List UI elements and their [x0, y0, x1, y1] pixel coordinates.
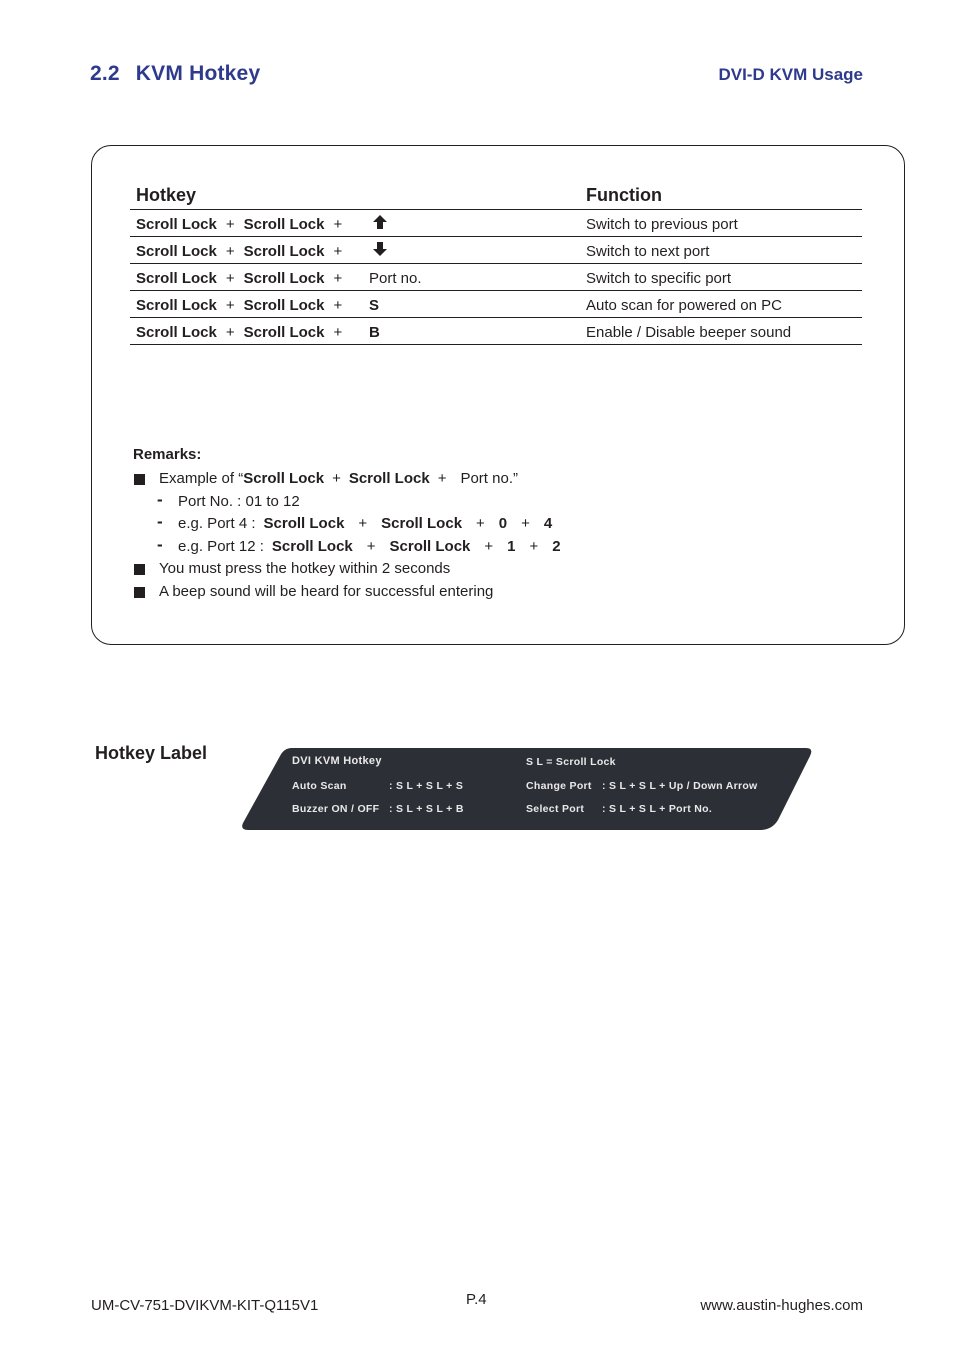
square-bullet-icon: [134, 474, 145, 485]
hotkey-function: Switch to previous port: [586, 216, 738, 233]
remark-port-range: [133, 489, 300, 515]
hotkey-plus: +: [225, 270, 235, 287]
eg12-plus3: +: [529, 537, 539, 555]
example-plus2: +: [437, 470, 447, 487]
dash-icon: -: [157, 534, 163, 554]
label-buzzer-name: Buzzer ON / OFF: [292, 803, 380, 815]
note1-text: You must press the hotkey within 2 seconds: [159, 560, 451, 577]
column-header-hotkey: Hotkey: [136, 185, 197, 205]
table-row: [130, 210, 862, 237]
port-range-text: Port No. : 01 to 12: [178, 492, 300, 510]
hotkey-plus: +: [333, 297, 343, 314]
hotkey-plus: +: [333, 216, 343, 233]
hotkey-label-title: Hotkey Label: [95, 743, 208, 763]
hotkey-combo: [136, 243, 351, 260]
eg12-plus2: +: [484, 537, 494, 555]
arrow-down-icon: [372, 241, 388, 259]
eg4-key1: Scroll Lock: [263, 515, 345, 532]
hotkey-label-sticker: [240, 746, 814, 832]
hotkey-key2: Scroll Lock: [243, 270, 325, 287]
remark-eg-port4: [133, 512, 553, 537]
footer-doc-id: UM-CV-751-DVIKVM-KIT-Q115V1: [91, 1297, 319, 1314]
remark-note2: [133, 582, 494, 605]
square-bullet-icon: [134, 564, 145, 575]
hotkey-combo: [136, 297, 351, 314]
eg12-key1: Scroll Lock: [271, 537, 353, 555]
eg12-prefix: e.g. Port 12 :: [178, 537, 264, 555]
footer-website: www.austin-hughes.com: [700, 1297, 863, 1314]
hotkey-plus: +: [225, 297, 235, 314]
hotkey-plus: +: [333, 270, 343, 287]
eg4-d2: 4: [543, 515, 553, 532]
dash-icon: -: [157, 489, 163, 509]
section-number: 2.2: [90, 62, 120, 85]
hotkey-plus: +: [225, 324, 235, 341]
hotkey-key1: Scroll Lock: [136, 270, 217, 287]
column-header-function: Function: [586, 185, 662, 205]
example-plus1: +: [332, 470, 341, 487]
eg4-key2: Scroll Lock: [381, 515, 463, 532]
table-row: [130, 264, 862, 291]
label-change-port-name: Change Port: [526, 780, 592, 792]
hotkey-key2: Scroll Lock: [243, 324, 325, 341]
eg4-plus3: +: [521, 515, 530, 532]
hotkey-key2: Scroll Lock: [243, 243, 325, 260]
square-bullet-icon: [134, 587, 145, 598]
remark-eg-port12: [133, 534, 561, 560]
table-row: [130, 318, 862, 345]
arrow-up-icon: [372, 214, 388, 232]
remarks: [133, 446, 561, 604]
hotkey-plus: +: [333, 324, 343, 341]
section-title: [90, 62, 260, 86]
eg12-key2: Scroll Lock: [389, 537, 471, 555]
hotkey-third-key: Port no.: [369, 270, 422, 287]
label-auto-scan-value: : S L + S L + S: [389, 780, 464, 792]
eg4-prefix: e.g. Port 4 :: [178, 515, 256, 532]
label-sl-legend: S L = Scroll Lock: [526, 756, 616, 768]
dash-icon: -: [157, 512, 163, 531]
hotkey-combo: [136, 270, 351, 287]
eg12-d2: 2: [552, 537, 561, 555]
example-key1: Scroll Lock: [243, 470, 325, 487]
hotkey-key1: Scroll Lock: [136, 324, 217, 341]
eg12-d1: 1: [507, 537, 516, 555]
eg12-plus1: +: [366, 537, 376, 555]
remarks-title: Remarks:: [133, 446, 202, 463]
hotkey-combo: [136, 216, 351, 233]
label-auto-scan-name: Auto Scan: [292, 780, 347, 792]
hotkey-key1: Scroll Lock: [136, 297, 217, 314]
section-title-text: KVM Hotkey: [135, 62, 261, 85]
eg4-plus1: +: [358, 515, 368, 532]
label-buzzer-value: : S L + S L + B: [389, 803, 464, 815]
eg4-d1: 0: [498, 515, 508, 532]
remark-example: [133, 469, 518, 492]
hotkey-third-key: B: [369, 324, 380, 341]
hotkey-plus: +: [333, 243, 343, 260]
remark-note1: [133, 559, 451, 582]
footer-page-number: P.4: [466, 1291, 487, 1308]
hotkey-function: Enable / Disable beeper sound: [586, 324, 792, 341]
hotkey-third-key: S: [369, 297, 380, 314]
hotkey-function: Switch to specific port: [586, 270, 732, 287]
label-change-port-value: : S L + S L + Up / Down Arrow: [602, 780, 758, 792]
note2-text: A beep sound will be heard for successful entering: [159, 582, 494, 600]
hotkey-key2: Scroll Lock: [243, 297, 325, 314]
example-prefix: Example of “: [159, 470, 244, 487]
label-title: DVI KVM Hotkey: [292, 755, 382, 767]
hotkey-key1: Scroll Lock: [136, 243, 217, 260]
hotkey-plus: +: [225, 243, 235, 260]
doc-section-heading: DVI-D KVM Usage: [718, 65, 863, 84]
hotkey-combo: [136, 324, 351, 341]
label-select-port-value: : S L + S L + Port No.: [602, 803, 713, 815]
hotkey-table: [130, 182, 862, 345]
hotkey-key1: Scroll Lock: [136, 216, 217, 233]
hotkey-function: Switch to next port: [586, 243, 710, 260]
label-select-port-name: Select Port: [526, 803, 585, 815]
example-suffix: Port no.”: [460, 470, 518, 487]
hotkey-plus: +: [225, 216, 235, 233]
hotkey-function: Auto scan for powered on PC: [586, 297, 782, 314]
table-row: [130, 291, 862, 318]
table-header: [130, 182, 862, 210]
hotkey-key2: Scroll Lock: [243, 216, 325, 233]
eg4-plus2: +: [476, 515, 485, 532]
example-key2: Scroll Lock: [348, 470, 430, 487]
table-row: [130, 237, 862, 264]
